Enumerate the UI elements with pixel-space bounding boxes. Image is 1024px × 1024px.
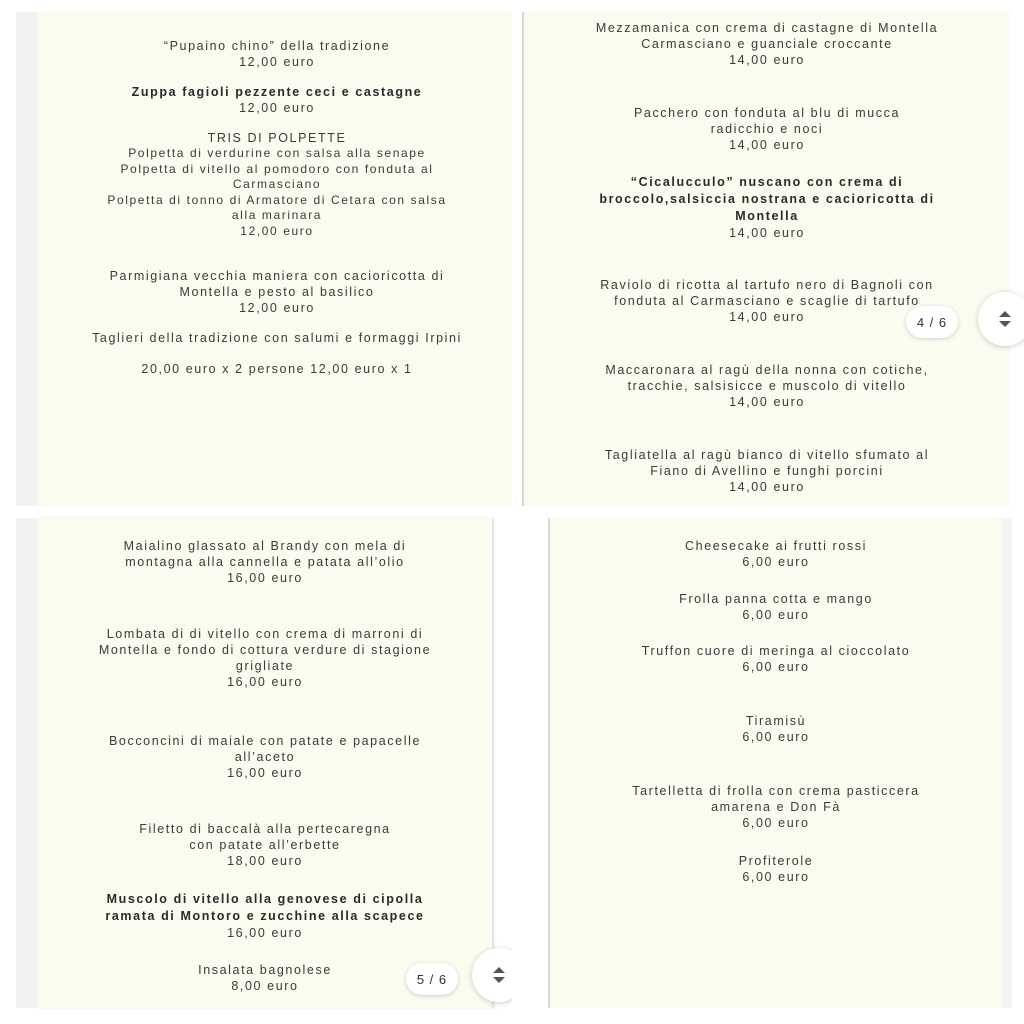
section-heading	[38, 130, 512, 146]
page-indicator: 5 / 6	[406, 963, 458, 995]
item-price: 16,00 euro	[227, 571, 303, 585]
item-price: 18,00 euro	[227, 854, 303, 868]
item-name: 20,00 euro x 2 persone 12,00 euro x 1	[141, 362, 413, 376]
item-name: Parmigiana vecchia maniera con cacioricotta di Montella e pesto al basilico	[109, 269, 445, 299]
item-name: Raviolo di ricotta al tartufo nero di Bagnoli con fonduta al Carmasciano e scaglie di tartufo	[600, 278, 934, 308]
item-price: 6,00 euro	[742, 555, 810, 569]
menu-item	[38, 84, 512, 116]
menu-item	[38, 268, 512, 316]
menu-item	[38, 146, 512, 239]
menu-item	[38, 38, 512, 70]
item-name: Maccaronara al ragù della nonna con cotiche, tracchie, salsisicce e muscolo di vitello	[605, 363, 929, 393]
item-price: 6,00 euro	[742, 660, 810, 674]
item-name: Tartelletta di frolla con crema pasticcera amarena e Don Fà	[632, 784, 920, 814]
item-name: TRIS DI POLPETTE	[207, 131, 347, 145]
item-name: “Cicalucculo” nuscano con crema di broccolo,salsiccia nostrana e cacioricotta di Montella	[599, 175, 935, 223]
item-name: Muscolo di vitello alla genovese di cipolla ramata di Montoro e zucchine alla scapece	[105, 892, 425, 923]
item-price: 16,00 euro	[227, 766, 303, 780]
menu-item	[38, 733, 492, 781]
menu-item	[524, 447, 1010, 495]
item-price: 6,00 euro	[742, 730, 810, 744]
menu-item	[38, 330, 512, 346]
item-name: Tiramisù	[745, 714, 807, 728]
item-price: 14,00 euro	[729, 310, 805, 324]
item-name: Zuppa fagioli pezzente ceci e castagne	[131, 85, 423, 99]
item-name: Mezzamanica con crema di castagne di Montella Carmasciano e guanciale croccante	[595, 21, 939, 51]
item-name: Tagliatella al ragù bianco di vitello sfumato al Fiano di Avellino e funghi porcini	[604, 448, 930, 478]
menu-item	[524, 362, 1010, 410]
menu-page-primi[interactable]	[524, 12, 1010, 506]
item-name: Cheesecake ai frutti rossi	[685, 539, 867, 553]
menu-item-price-note	[38, 361, 512, 377]
item-name: “Pupaino chino” della tradizione	[163, 39, 391, 53]
item-price: 12,00 euro	[240, 223, 314, 238]
panel-bottom-right	[512, 512, 1024, 1024]
item-name: Filetto di baccalà alla pertecaregna con patate all’erbette	[139, 822, 391, 852]
item-price: 16,00 euro	[227, 675, 303, 689]
page-edge	[1002, 518, 1012, 1008]
menu-item	[550, 853, 1002, 885]
menu-item	[550, 783, 1002, 831]
menu-item	[38, 538, 492, 586]
item-name: Insalata bagnolese	[198, 963, 332, 977]
item-price: 12,00 euro	[239, 301, 315, 315]
panel-bottom-left	[0, 512, 512, 1024]
item-name: Maialino glassato al Brandy con mela di montagna alla cannella e patata all’olio	[123, 539, 407, 569]
menu-item	[550, 591, 1002, 623]
item-price: 14,00 euro	[729, 53, 805, 67]
panel-top-right	[512, 0, 1024, 512]
menu-item	[38, 626, 492, 690]
menu-item	[524, 105, 1010, 153]
panel-top-left	[0, 0, 512, 512]
item-name: Truffon cuore di meringa al cioccolato	[641, 644, 911, 658]
item-name: Polpetta di verdurine con salsa alla senape Polpetta di vitello al pomodoro con fonduta al Carmasciano Polpetta di tonno di Armatore di Cetara con salsa alla marinara	[107, 146, 447, 222]
menu-page-dolci[interactable]	[550, 518, 1002, 1008]
page-edge	[16, 518, 38, 1008]
page-indicator: 4 / 6	[906, 306, 958, 338]
menu-item	[524, 174, 1010, 242]
item-price: 8,00 euro	[231, 979, 299, 993]
scroll-arrows-icon	[489, 963, 509, 987]
item-price: 14,00 euro	[729, 480, 805, 494]
item-name: Lombata di di vitello con crema di marroni di Montella e fondo di cottura verdure di stagione grigliate	[98, 627, 432, 673]
menu-item	[550, 538, 1002, 570]
menu-item	[550, 643, 1002, 675]
item-price: 12,00 euro	[239, 101, 315, 115]
menu-item	[38, 891, 492, 942]
item-price: 6,00 euro	[742, 608, 810, 622]
menu-item	[550, 713, 1002, 745]
scroll-arrows-icon	[995, 307, 1015, 331]
item-price: 14,00 euro	[729, 395, 805, 409]
item-price: 6,00 euro	[742, 816, 810, 830]
item-price: 6,00 euro	[742, 870, 810, 884]
item-name: Profiterole	[738, 854, 814, 868]
item-price: 12,00 euro	[239, 55, 315, 69]
menu-page-secondi[interactable]	[38, 518, 492, 1008]
item-price: 16,00 euro	[227, 926, 303, 940]
menu-item	[38, 821, 492, 869]
item-name: Taglieri della tradizione con salumi e formaggi Irpini	[92, 331, 462, 345]
item-name: Bocconcini di maiale con patate e papacelle all’aceto	[108, 734, 421, 764]
item-name: Pacchero con fonduta al blu di mucca radicchio e noci	[633, 106, 901, 136]
item-name: Frolla panna cotta e mango	[679, 592, 873, 606]
item-price: 14,00 euro	[729, 138, 805, 152]
menu-page-antipasti[interactable]	[38, 12, 512, 506]
item-price: 14,00 euro	[729, 226, 805, 240]
page-edge	[16, 12, 38, 506]
scroll-button[interactable]	[978, 292, 1024, 346]
menu-item	[524, 20, 1010, 68]
